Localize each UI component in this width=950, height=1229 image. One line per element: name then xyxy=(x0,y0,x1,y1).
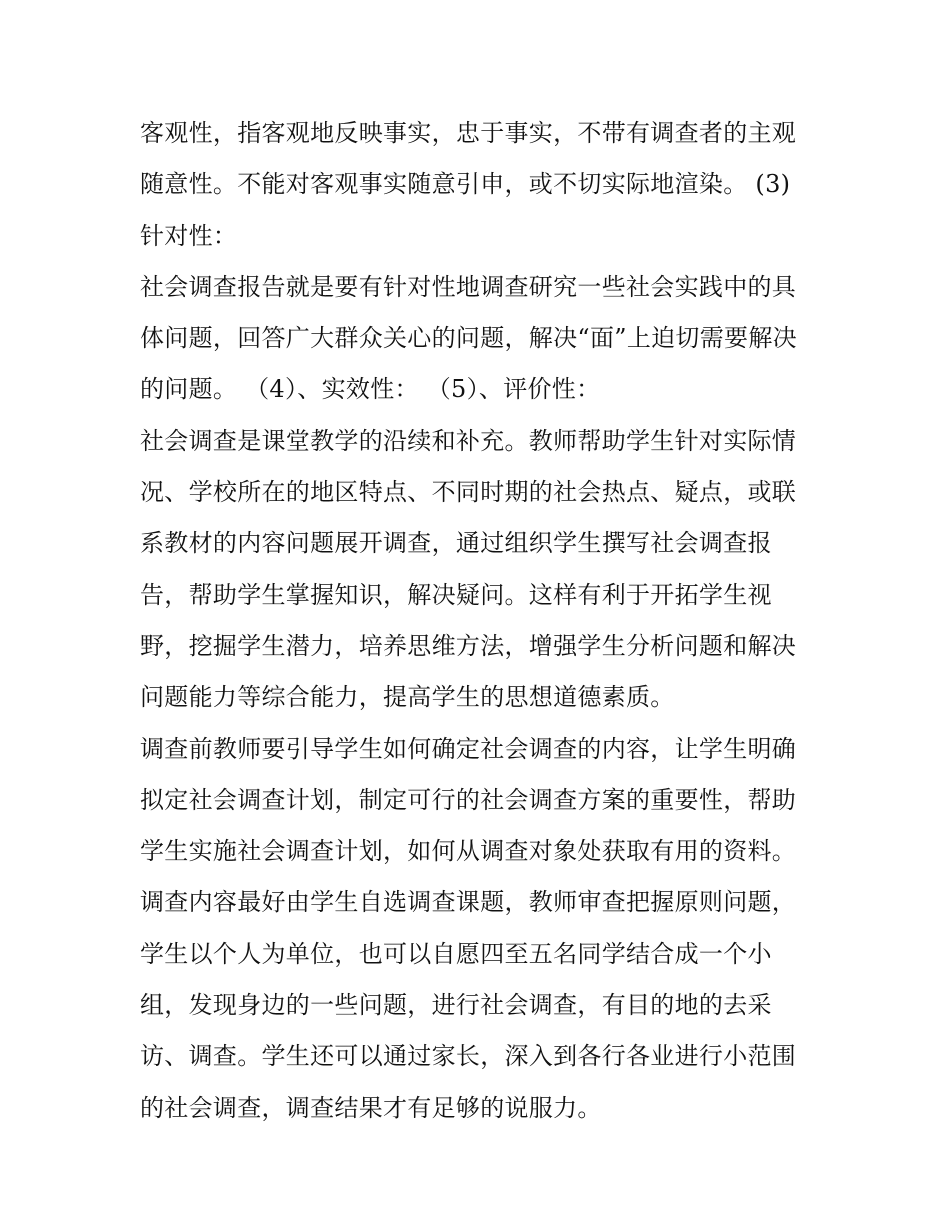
text-line: 告，帮助学生掌握知识，解决疑问。这样有利于开拓学生视 xyxy=(140,580,772,609)
text-line: 系教材的内容问题展开调查，通过组织学生撰写社会调查报 xyxy=(140,529,772,558)
text-line: 学生实施社会调查计划，如何从调查对象处获取有用的资料。 xyxy=(140,837,797,866)
text-line: 拟定社会调查计划，制定可行的社会调查方案的重要性，帮助 xyxy=(140,785,797,814)
text-line: 组，发现身边的一些问题，进行社会调查，有目的地的去采 xyxy=(140,991,772,1020)
text-line: 针对性： xyxy=(140,221,238,250)
text-line: 体问题，回答广大群众关心的问题，解决“面”上迫切需要解决 xyxy=(140,324,797,353)
text-line: 况、学校所在的地区特点、不同时期的社会热点、疑点，或联 xyxy=(140,478,797,507)
text-line: 客观性，指客观地反映事实，忠于事实，不带有调查者的主观 xyxy=(140,119,797,147)
text-line: 社会调查是课堂教学的沿续和补充。教师帮助学生针对实际情 xyxy=(140,426,797,455)
text-line: 调查前教师要引导学生如何确定社会调查的内容，让学生明确 xyxy=(140,734,797,763)
text-line: 的问题。 （4）、实效性： （5）、评价性： xyxy=(140,375,601,404)
text-line: 问题能力等综合能力，提高学生的思想道德素质。 xyxy=(140,683,675,712)
text-line: 社会调查报告就是要有针对性地调查研究一些社会实践中的具 xyxy=(140,272,797,301)
text-line: 随意性。不能对客观事实随意引申，或不切实际地渲染。 (3) xyxy=(140,170,791,199)
text-line: 野，挖掘学生潜力，培养思维方法，增强学生分析问题和解决 xyxy=(140,631,797,660)
text-line: 的社会调查，调查结果才有足够的说服力。 xyxy=(140,1093,602,1122)
text-line: 学生以个人为单位，也可以自愿四至五名同学结合成一个小 xyxy=(140,939,772,968)
body-text xyxy=(140,108,820,1134)
text-line: 访、调查。学生还可以通过家长，深入到各行各业进行小范围 xyxy=(140,1042,797,1071)
text-line: 调查内容最好由学生自选调查课题，教师审查把握原则问题， xyxy=(140,888,797,917)
